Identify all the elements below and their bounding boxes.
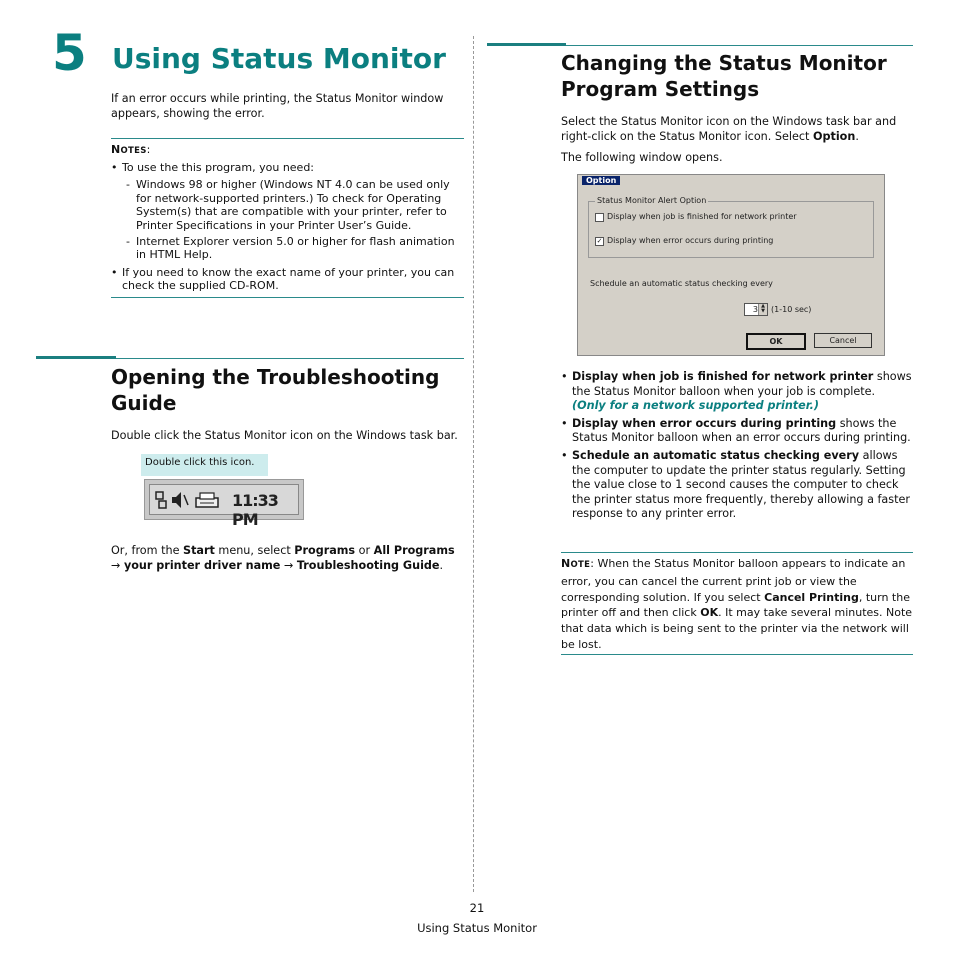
settings-intro xyxy=(561,114,913,144)
notes-heading-first: N xyxy=(111,143,121,156)
notes-item-1 xyxy=(111,161,463,174)
status-monitor-icon[interactable] xyxy=(196,493,218,507)
path-driver: your printer driver name xyxy=(123,559,281,572)
path-part-1: Or, from the xyxy=(111,544,184,557)
tray-icons xyxy=(154,489,226,511)
notes-item-2 xyxy=(111,266,463,293)
path-start: Start xyxy=(183,544,215,557)
bullet-job-finished xyxy=(561,370,913,414)
bullet-job-finished-text: shows the Status Monitor balloon when your job is complete. xyxy=(572,370,912,398)
taskbar-tray xyxy=(144,479,304,529)
path-all-programs: All Programs xyxy=(373,544,455,557)
alert-option-group xyxy=(588,196,874,258)
path-part-2: menu, select xyxy=(214,544,295,557)
taskbar-tray-inner xyxy=(149,484,299,529)
spinner-arrows-icon[interactable]: ▲ ▼ xyxy=(758,304,767,315)
path-or: or xyxy=(355,544,374,557)
cancel-button[interactable]: Cancel xyxy=(814,333,872,348)
notes-sub-1-text: Windows 98 or higher (Windows NT 4.0 can be used only for network-supported printers.) To check for Operating System(s) that are compatible with your printer, refer to Printer Specifications in your Printer User’s Guide. xyxy=(136,178,450,232)
notes-list xyxy=(111,161,463,293)
bullet-schedule xyxy=(561,449,913,522)
volume-icon xyxy=(172,492,188,508)
note-top-rule xyxy=(561,552,913,553)
notes-bottom-rule xyxy=(111,297,464,298)
dialog-title-bar xyxy=(578,175,884,187)
note-text-b: , turn the printer off and then click xyxy=(561,590,910,620)
ok-button[interactable]: OK xyxy=(746,333,806,350)
notes-top-rule xyxy=(111,138,464,139)
notes-item-1-text: To use the this program, you need: xyxy=(122,161,315,174)
settings-intro-option: Option xyxy=(812,130,856,143)
interval-spinner[interactable] xyxy=(744,303,768,316)
option-dialog xyxy=(577,174,885,356)
interval-range-label: (1-10 sec) xyxy=(771,305,812,314)
schedule-label: Schedule an automatic status checking every xyxy=(590,279,773,288)
interval-spinner-value: 3 xyxy=(752,305,758,314)
bullet-schedule-text: allows the computer to update the printer status regularly. Setting the value close to 1 second causes the computer to check the printer status more frequently, thereby allowing a faster response to any printer error. xyxy=(572,448,910,521)
footer-title: Using Status Monitor xyxy=(417,921,537,935)
tray-clock: 11:33 PM xyxy=(232,491,278,529)
note-text-a: : When the Status Monitor balloon appears to indicate an error, you can cancel the current print job or view the corresponding solution. If you select xyxy=(561,557,906,604)
settings-window-opens: The following window opens. xyxy=(561,151,723,164)
chapter-title: Using Status Monitor xyxy=(112,42,446,75)
notes-item-2-text: If you need to know the exact name of your printer, you can check the supplied CD-ROM. xyxy=(122,265,455,293)
page-number: 21 xyxy=(469,901,485,915)
settings-bullets xyxy=(561,370,913,522)
settings-intro-text: Select the Status Monitor icon on the Windows task bar and right-click on the Status Monitor icon. Select xyxy=(561,115,897,143)
chapter-intro: If an error occurs while printing, the Status Monitor window appears, showing the error. xyxy=(111,92,444,120)
settings-heading: Changing the Status Monitor Program Settings xyxy=(561,51,887,101)
bullet-schedule-bold: Schedule an automatic status checking every xyxy=(572,448,860,462)
path-programs: Programs xyxy=(294,544,356,557)
note-heading-first: N xyxy=(561,557,571,570)
path-arrow-1: → xyxy=(111,559,121,572)
checkbox-job-finished[interactable] xyxy=(595,213,604,222)
checkbox-error-occurs-label: Display when error occurs during printing xyxy=(607,236,774,245)
section-marker-right xyxy=(487,43,566,46)
section-marker-left xyxy=(36,356,116,359)
note-heading-rest: OTE xyxy=(570,560,591,570)
callout-label: Double click this icon. xyxy=(141,454,268,476)
troubleshooting-path xyxy=(111,543,471,573)
bullet-job-finished-note: (Only for a network supported printer.) xyxy=(572,399,820,413)
settings-note xyxy=(561,556,913,653)
note-ok: OK xyxy=(700,606,719,620)
bullet-error-occurs-text: shows the Status Monitor balloon when an error occurs during printing. xyxy=(572,416,911,445)
dialog-title: Option xyxy=(582,176,620,185)
column-divider xyxy=(473,36,474,892)
bullet-error-occurs xyxy=(561,417,913,446)
chapter-number: 5 xyxy=(52,24,87,82)
section-rule-left xyxy=(116,358,464,359)
notes-heading xyxy=(111,143,151,156)
notes-sub-1: - Windows 98 or higher (Windows NT 4.0 can be used only for network-supported printers.) To check for Operating System(s) that are compatible with your printer, refer to Printer Specifications in your Printer User’s Guide. xyxy=(126,178,450,232)
troubleshooting-text: Double click the Status Monitor icon on the Windows task bar. xyxy=(111,429,458,442)
section-rule-right xyxy=(566,45,913,46)
note-text-c: . It may take several minutes. Note that data which is being sent to the printer via the network will be lost. xyxy=(561,606,913,651)
path-arrow-2: → xyxy=(283,559,294,572)
network-icon xyxy=(156,492,166,508)
settings-intro-end: . xyxy=(855,130,859,143)
checkbox-error-occurs[interactable]: ✓ xyxy=(596,237,603,245)
checkbox-job-finished-label: Display when job is finished for network printer xyxy=(607,212,797,221)
path-period: . xyxy=(439,559,444,572)
bullet-job-finished-bold: Display when job is finished for network printer xyxy=(572,370,874,383)
notes-heading-rest: OTES xyxy=(120,146,147,156)
troubleshooting-heading: Opening the Troubleshooting Guide xyxy=(111,365,440,415)
notes-sub-2-text: Internet Explorer version 5.0 or higher for flash animation in HTML Help. xyxy=(136,235,455,262)
notes-sub-2: - Internet Explorer version 5.0 or higher for flash animation in HTML Help. xyxy=(126,235,455,262)
notes-heading-colon: : xyxy=(146,143,151,156)
path-guide: Troubleshooting Guide xyxy=(296,559,440,572)
bullet-error-occurs-bold: Display when error occurs during printing xyxy=(572,416,837,430)
alert-option-group-label: Status Monitor Alert Option xyxy=(597,196,707,205)
note-bottom-rule xyxy=(561,654,913,655)
note-cancel-printing: Cancel Printing xyxy=(764,590,859,604)
